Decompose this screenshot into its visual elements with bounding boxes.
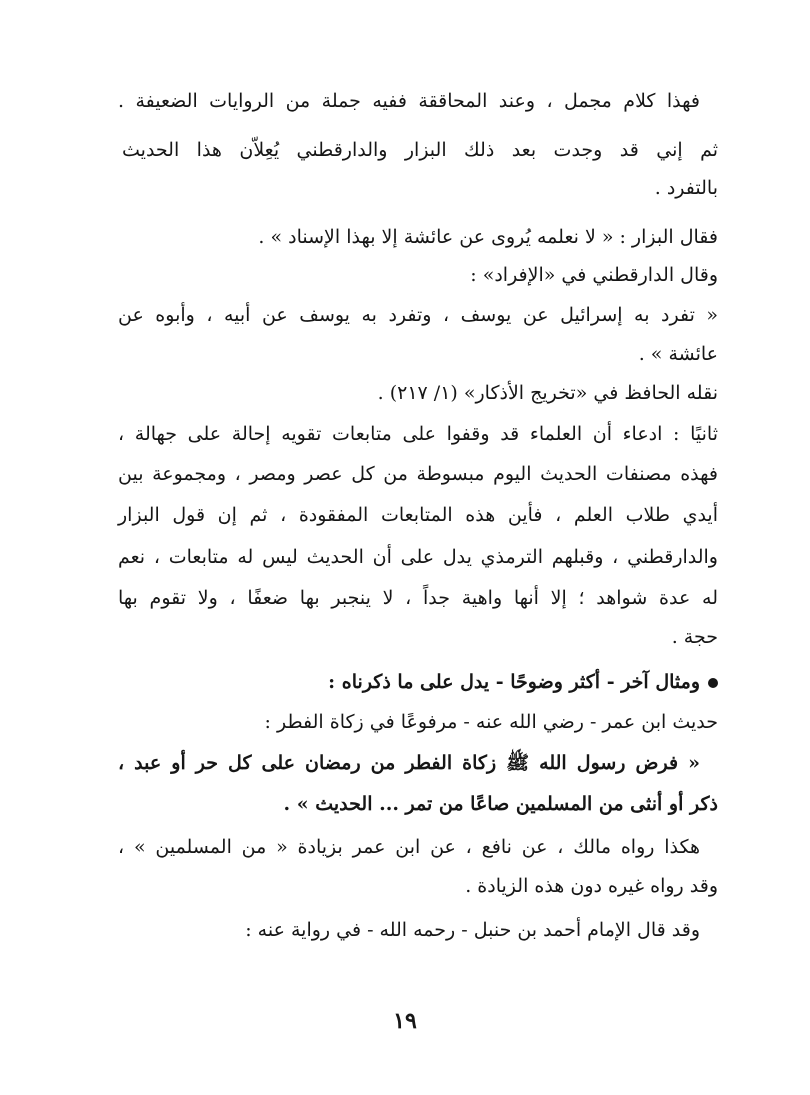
- text-line-3: بالتفرد .: [654, 177, 718, 199]
- text-line-17: « فرض رسول الله ﷺ زكاة الفطر من رمضان على كل حر أو عبد ،: [118, 752, 700, 774]
- text-line-12: والدارقطني ، وقبلهم الترمذي يدل على أن الحديث ليس له متابعات ، نعم: [118, 546, 718, 568]
- text-line-13: له عدة شواهد ؛ إلا أنها واهية جداً ، لا ينجبر بها ضعفًا ، ولا تقوم بها: [118, 587, 718, 609]
- text-line-15-text: ومثال آخر - أكثر وضوحًا - يدل على ما ذكرناه :: [328, 671, 700, 693]
- text-line-15: [328, 667, 718, 697]
- text-line-7: عائشة » .: [638, 343, 718, 365]
- text-line-16: حديث ابن عمر - رضي الله عنه - مرفوعًا في زكاة الفطر :: [264, 711, 718, 733]
- text-line-14: حجة .: [671, 626, 718, 648]
- text-line-6: « تفرد به إسرائيل عن يوسف ، وتفرد به يوسف عن أبيه ، وأبوه عن: [118, 304, 718, 326]
- text-line-2: ثم إني قد وجدت بعد ذلك البزار والدارقطني يُعِلاّن هذا الحديث: [122, 139, 718, 161]
- text-line-1: فهذا كلام مجمل ، وعند المحاققة ففيه جملة من الروايات الضعيفة .: [118, 90, 700, 112]
- text-line-21: وقد قال الإمام أحمد بن حنبل - رحمه الله - في رواية عنه :: [245, 919, 700, 941]
- text-line-11: أيدي طلاب العلم ، فأين هذه المتابعات المفقودة ، ثم إن قول البزار: [118, 504, 718, 526]
- bullet-icon: [708, 678, 718, 688]
- text-line-4: فقال البزار : « لا نعلمه يُروى عن عائشة إلا بهذا الإسناد » .: [258, 226, 718, 248]
- text-line-10: فهذه مصنفات الحديث اليوم مبسوطة من كل عصر ومصر ، ومجموعة بين: [118, 463, 718, 485]
- text-line-9: ثانيًا : ادعاء أن العلماء قد وقفوا على متابعات تقويه إحالة على جهالة ،: [118, 423, 718, 445]
- text-line-5: وقال الدارقطني في «الإفراد» :: [470, 264, 718, 286]
- text-line-18: ذكر أو أنثى من المسلمين صاعًا من تمر ... الحديث » .: [283, 793, 718, 815]
- page-number: ١٩: [393, 1008, 417, 1034]
- text-line-19: هكذا رواه مالك ، عن نافع ، عن ابن عمر بزيادة « من المسلمين » ،: [118, 836, 700, 858]
- text-line-8: نقله الحافظ في «تخريج الأذكار» (١/ ٢١٧) .: [377, 382, 718, 404]
- text-line-20: وقد رواه غيره دون هذه الزيادة .: [465, 875, 718, 897]
